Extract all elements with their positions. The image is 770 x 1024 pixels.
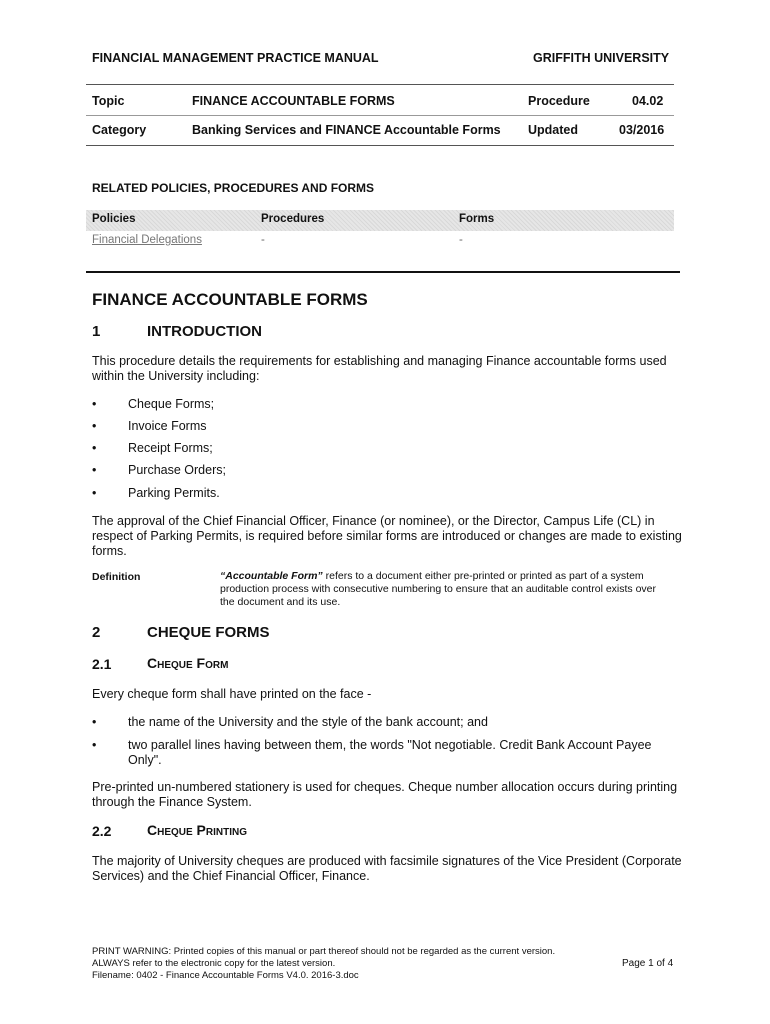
list-item: two parallel lines having between them, the words "Not negotiable. Credit Bank Account Payee Only". (128, 738, 652, 767)
related-procedures-value: - (261, 234, 265, 246)
bullet-icon: • (92, 738, 97, 752)
approval-paragraph: The approval of the Chief Financial Officer, Finance (or nominee), or the Director, Campus Life (CL) in respect of Parking Permits, is required before similar forms are introduced or changes are made to existing forms. (92, 514, 682, 558)
list-item: the name of the University and the style of the bank account; and (128, 715, 488, 729)
procedure-label: Procedure (528, 94, 590, 108)
meta-divider (86, 115, 674, 116)
subsection-2-2-title: Cheque Printing (147, 822, 248, 838)
footer-warning: PRINT WARNING: Printed copies of this manual or part thereof should not be regarded as the current version. (92, 946, 556, 957)
topic-label: Topic (92, 94, 125, 108)
bullet-icon: • (92, 486, 97, 500)
header-divider (86, 84, 674, 85)
list-item: Cheque Forms; (128, 397, 215, 411)
section-2-title: CHEQUE FORMS (147, 624, 270, 641)
topic-value: FINANCE ACCOUNTABLE FORMS (192, 94, 395, 108)
subsection-2-1-title: Cheque Form (147, 655, 229, 671)
definition-text (220, 570, 670, 609)
category-label: Category (92, 123, 147, 137)
procedure-value: 04.02 (632, 94, 664, 108)
section-2-number: 2 (92, 624, 101, 641)
list-item: Receipt Forms; (128, 441, 213, 455)
related-forms-value: - (459, 234, 463, 246)
bullet-icon: • (92, 715, 97, 729)
section-divider (86, 271, 680, 273)
bullet-icon: • (92, 441, 97, 455)
document-title: FINANCE ACCOUNTABLE FORMS (92, 290, 368, 309)
bullet-icon: • (92, 463, 97, 477)
related-title: RELATED POLICIES, PROCEDURES AND FORMS (92, 181, 375, 195)
footer-electronic-copy: ALWAYS refer to the electronic copy for the latest version. (92, 958, 336, 969)
cheque-stationery-paragraph: Pre-printed un-numbered stationery is used for cheques. Cheque number allocation occurs during printing through the Finance System. (92, 780, 678, 809)
related-header-bar (86, 210, 674, 231)
list-item: Parking Permits. (128, 486, 220, 500)
university-name: GRIFFITH UNIVERSITY (533, 51, 670, 65)
definition-term: “Accountable Form” (220, 570, 323, 582)
footer-filename: Filename: 0402 - Finance Accountable Forms V4.0. 2016-3.doc (92, 970, 359, 981)
subsection-2-1-number: 2.1 (92, 656, 112, 672)
related-col-forms: Forms (459, 213, 495, 225)
list-item: Purchase Orders; (128, 463, 226, 477)
related-col-procedures: Procedures (261, 213, 325, 225)
page-number: Page 1 of 4 (622, 958, 674, 969)
category-value: Banking Services and FINANCE Accountable Forms (192, 123, 501, 137)
subsection-2-2-number: 2.2 (92, 823, 112, 839)
updated-label: Updated (528, 123, 578, 137)
updated-value: 03/2016 (619, 123, 665, 137)
cheque-form-intro: Every cheque form shall have printed on the face - (92, 687, 372, 701)
section-1-title: INTRODUCTION (147, 323, 262, 340)
definition-label: Definition (92, 571, 141, 583)
financial-delegations-link[interactable]: Financial Delegations (92, 234, 202, 246)
section-1-number: 1 (92, 323, 101, 340)
list-item: Invoice Forms (128, 419, 207, 433)
related-col-policies: Policies (92, 213, 136, 225)
intro-paragraph: This procedure details the requirements for establishing and managing Finance accountable forms used within the University including: (92, 354, 667, 383)
meta-bottom-divider (86, 145, 674, 146)
manual-title: FINANCIAL MANAGEMENT PRACTICE MANUAL (92, 51, 379, 65)
bullet-icon: • (92, 397, 97, 411)
bullet-icon: • (92, 419, 97, 433)
cheque-printing-paragraph: The majority of University cheques are produced with facsimile signatures of the Vice President (Corporate Services) and the Chief Financial Officer, Finance. (92, 854, 682, 883)
definition-body: refers to a document either pre-printed or printed as part of a system production process with consecutive numbering to ensure that an auditable control exists over the document and its use. (220, 570, 656, 608)
